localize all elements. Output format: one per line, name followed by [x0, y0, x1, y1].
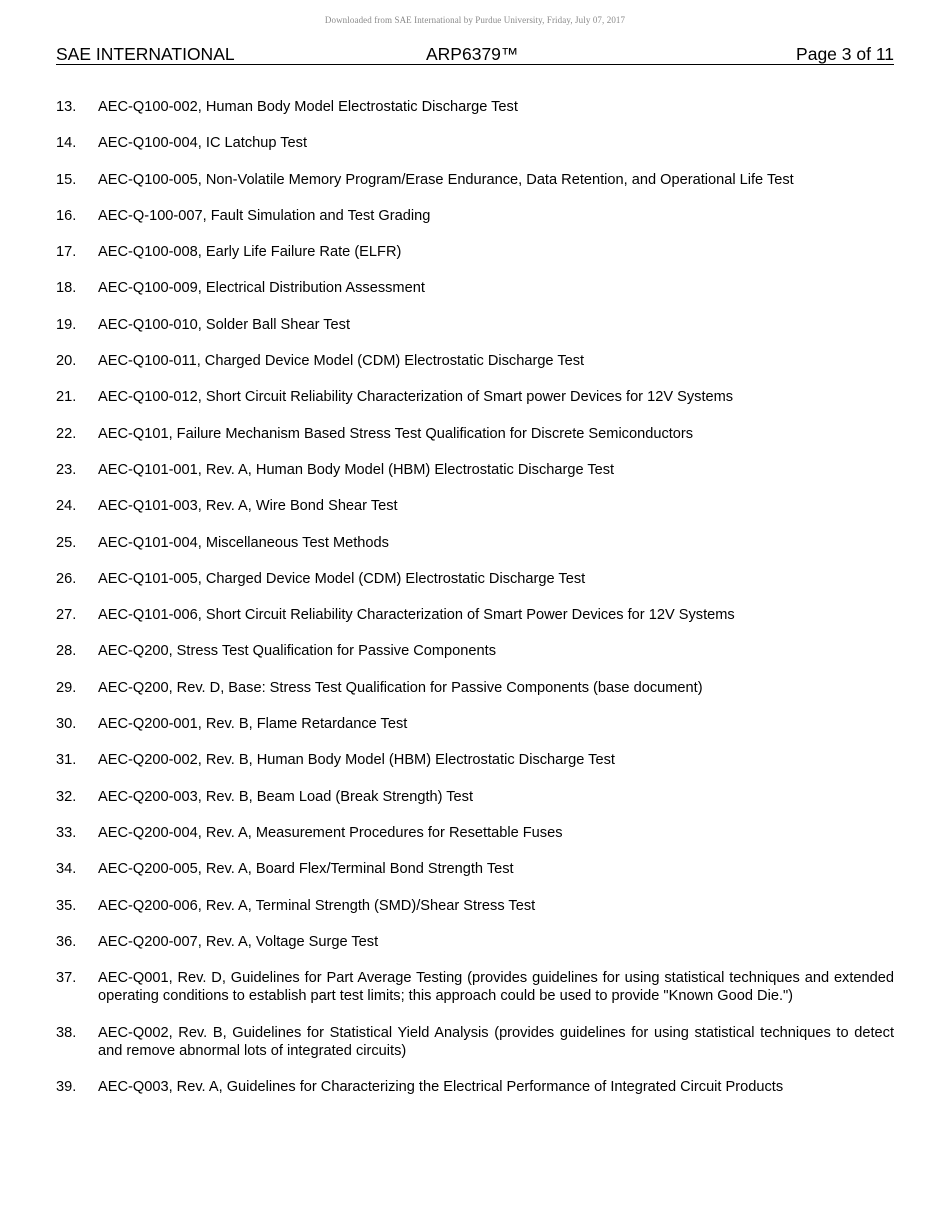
reference-item: [56, 788, 894, 806]
reference-number: 14.: [56, 135, 77, 152]
reference-item: [56, 425, 894, 443]
reference-text: AEC-Q100-008, Early Life Failure Rate (ELFR): [98, 244, 402, 261]
reference-number: 33.: [56, 824, 77, 841]
reference-item: [56, 243, 894, 261]
reference-number: 37.: [56, 970, 77, 987]
reference-number: 22.: [56, 425, 77, 442]
reference-item: [56, 134, 894, 152]
reference-number: 28.: [56, 643, 77, 660]
reference-item: [56, 824, 894, 842]
reference-number: 16.: [56, 207, 77, 224]
reference-text: AEC-Q002, Rev. B, Guidelines for Statistical Yield Analysis (provides guidelines for using statistical techniques to detect and remove abnormal lots of integrated circuits): [98, 1024, 894, 1059]
reference-number: 35.: [56, 897, 77, 914]
reference-item: [56, 461, 894, 479]
header-organization: SAE INTERNATIONAL: [56, 44, 235, 64]
reference-item: [56, 316, 894, 334]
reference-text: AEC-Q001, Rev. D, Guidelines for Part Average Testing (provides guidelines for using statistical techniques and extended operating conditions to establish part test limits; this approach could be used to provide "Known Good Die."): [98, 970, 894, 1005]
reference-number: 27.: [56, 607, 77, 624]
reference-item: [56, 606, 894, 624]
reference-item: [56, 751, 894, 769]
reference-number: 25.: [56, 534, 77, 551]
reference-item: [56, 207, 894, 225]
reference-text: AEC-Q101-003, Rev. A, Wire Bond Shear Test: [98, 498, 398, 515]
reference-text: AEC-Q101-004, Miscellaneous Test Methods: [98, 534, 389, 551]
reference-number: 32.: [56, 788, 77, 805]
reference-number: 24.: [56, 498, 77, 515]
reference-item: [56, 969, 894, 1005]
reference-text: AEC-Q200-007, Rev. A, Voltage Surge Test: [98, 933, 379, 950]
header-document-number: ARP6379™: [426, 44, 519, 64]
reference-text: AEC-Q-100-007, Fault Simulation and Test Grading: [98, 207, 431, 224]
reference-item: [56, 1078, 894, 1096]
reference-item: [56, 98, 894, 116]
reference-text: AEC-Q100-011, Charged Device Model (CDM) Electrostatic Discharge Test: [98, 353, 585, 370]
reference-number: 20.: [56, 353, 77, 370]
reference-item: [56, 642, 894, 660]
reference-item: [56, 497, 894, 515]
reference-text: AEC-Q101-005, Charged Device Model (CDM) Electrostatic Discharge Test: [98, 570, 586, 587]
reference-text: AEC-Q100-010, Solder Ball Shear Test: [98, 316, 351, 333]
reference-item: [56, 352, 894, 370]
reference-number: 17.: [56, 244, 77, 261]
reference-item: [56, 171, 894, 189]
reference-item: [56, 860, 894, 878]
reference-number: 13.: [56, 99, 77, 115]
reference-number: 15.: [56, 171, 77, 188]
reference-item: [56, 570, 894, 588]
reference-number: 29.: [56, 679, 77, 696]
reference-text: AEC-Q200-001, Rev. B, Flame Retardance Test: [98, 716, 408, 733]
reference-item: [56, 279, 894, 297]
reference-item: [56, 534, 894, 552]
reference-number: 30.: [56, 716, 77, 733]
reference-number: 21.: [56, 389, 77, 406]
reference-text: AEC-Q200-004, Rev. A, Measurement Procedures for Resettable Fuses: [98, 824, 563, 841]
reference-text: AEC-Q200-005, Rev. A, Board Flex/Terminal Bond Strength Test: [98, 861, 514, 878]
reference-text: AEC-Q200, Stress Test Qualification for Passive Components: [98, 643, 496, 660]
reference-text: AEC-Q200-003, Rev. B, Beam Load (Break Strength) Test: [98, 788, 474, 805]
reference-text: AEC-Q100-004, IC Latchup Test: [98, 135, 308, 152]
reference-number: 31.: [56, 752, 77, 769]
reference-text: AEC-Q003, Rev. A, Guidelines for Characterizing the Electrical Performance of Integrated Circuit Products: [98, 1079, 784, 1096]
reference-item: [56, 715, 894, 733]
reference-text: AEC-Q200-002, Rev. B, Human Body Model (HBM) Electrostatic Discharge Test: [98, 752, 615, 769]
reference-text: AEC-Q200-006, Rev. A, Terminal Strength (SMD)/Shear Stress Test: [98, 897, 536, 914]
reference-item: [56, 388, 894, 406]
reference-number: 34.: [56, 861, 77, 878]
reference-number: 39.: [56, 1079, 77, 1096]
reference-item: [56, 1024, 894, 1060]
reference-text: AEC-Q100-012, Short Circuit Reliability Characterization of Smart power Devices for 12V Systems: [98, 389, 734, 406]
page-header: [56, 44, 894, 65]
reference-text: AEC-Q101-006, Short Circuit Reliability Characterization of Smart Power Devices for 12V Systems: [98, 607, 735, 624]
reference-number: 18.: [56, 280, 77, 297]
reference-text: AEC-Q100-002, Human Body Model Electrostatic Discharge Test: [98, 99, 518, 115]
reference-number: 38.: [56, 1024, 77, 1041]
reference-number: 23.: [56, 461, 77, 478]
reference-text: AEC-Q101, Failure Mechanism Based Stress Test Qualification for Discrete Semiconductors: [98, 425, 694, 442]
download-watermark: Downloaded from SAE International by Purdue University, Friday, July 07, 2017: [324, 15, 626, 25]
reference-item: [56, 933, 894, 951]
reference-list: [56, 98, 894, 1114]
reference-number: 19.: [56, 316, 77, 333]
reference-item: [56, 897, 894, 915]
header-page-label: Page 3 of 11: [796, 44, 894, 64]
reference-text: AEC-Q100-005, Non-Volatile Memory Program/Erase Endurance, Data Retention, and Operational Life Test: [98, 171, 794, 188]
reference-item: [56, 679, 894, 697]
reference-text: AEC-Q101-001, Rev. A, Human Body Model (HBM) Electrostatic Discharge Test: [98, 461, 615, 478]
reference-number: 26.: [56, 570, 77, 587]
reference-number: 36.: [56, 933, 77, 950]
reference-text: AEC-Q200, Rev. D, Base: Stress Test Qualification for Passive Components (base document): [98, 679, 703, 696]
reference-text: AEC-Q100-009, Electrical Distribution Assessment: [98, 280, 425, 297]
